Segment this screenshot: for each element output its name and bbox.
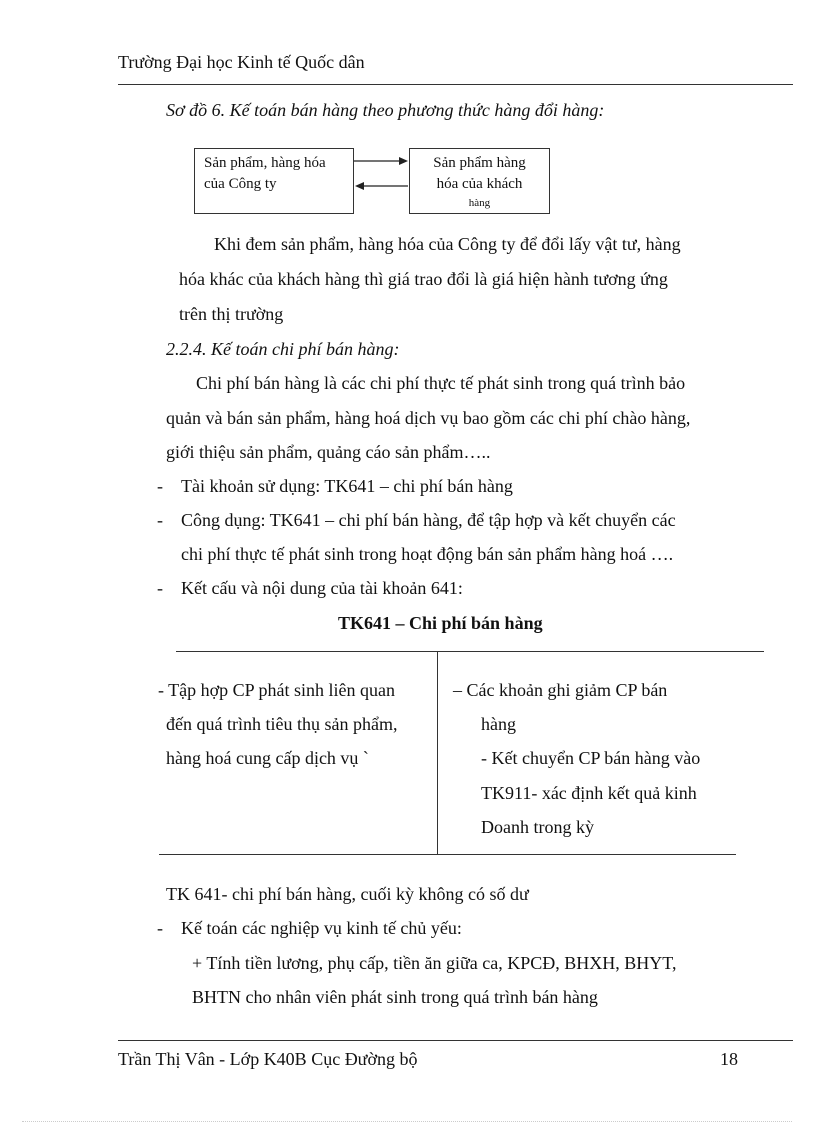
bullet-4: Kế toán các nghiệp vụ kinh tế chủ yếu: <box>181 918 462 938</box>
left-box-line-1: Sản phẩm, hàng hóa <box>204 155 326 171</box>
debit-line-1: - Tập hợp CP phát sinh liên quan <box>158 680 395 700</box>
bullet-dash-2: - <box>157 510 163 530</box>
footer-rule <box>118 1040 793 1041</box>
debit-line-3: hàng hoá cung cấp dịch vụ ` <box>166 748 369 768</box>
bullet-dash-4: - <box>157 918 163 938</box>
diagram-caption: Sơ đồ 6. Kế toán bán hàng theo phương thức hàng đổi hàng: <box>166 100 605 120</box>
para1-line-1: Khi đem sản phẩm, hàng hóa của Công ty để đổi lấy vật tư, hàng <box>214 234 681 254</box>
credit-line-4: TK911- xác định kết quả kinh <box>481 783 697 803</box>
sub-item-line-2: BHTN cho nhân viên phát sinh trong quá trình bán hàng <box>192 987 598 1007</box>
right-box-line-2: hóa của khách <box>436 176 523 192</box>
bullet-1: Tài khoản sử dụng: TK641 – chi phí bán hàng <box>181 476 513 496</box>
arrow-right-head <box>399 157 408 165</box>
page-number: 18 <box>720 1049 738 1069</box>
left-box-line-2: của Công ty <box>204 176 277 192</box>
t-account-title: TK641 – Chi phí bán hàng <box>338 613 543 633</box>
para1-line-2: hóa khác của khách hàng thì giá trao đổi là giá hiện hành tương ứng <box>179 269 668 289</box>
para1-line-3: trên thị trường <box>179 304 284 324</box>
bullet-2-line-2: chi phí thực tế phát sinh trong hoạt động bán sản phẩm hàng hoá …. <box>181 544 674 564</box>
bullet-2-line-1: Công dụng: TK641 – chi phí bán hàng, để tập hợp và kết chuyển các <box>181 510 676 530</box>
credit-line-5: Doanh trong kỳ <box>481 817 594 837</box>
credit-line-3: - Kết chuyển CP bán hàng vào <box>481 748 701 768</box>
footer-author: Trần Thị Vân - Lớp K40B Cục Đường bộ <box>118 1049 418 1069</box>
t-account-top-rule <box>176 651 764 652</box>
credit-line-1: – Các khoản ghi giảm CP bán <box>453 680 668 700</box>
page-bottom-dotted-edge <box>22 1121 792 1122</box>
right-box-line-3: hàng <box>468 197 491 209</box>
section-heading: 2.2.4. Kế toán chi phí bán hàng: <box>166 339 400 359</box>
para2-line-1: Chi phí bán hàng là các chi phí thực tế phát sinh trong quá trình bảo <box>196 373 686 393</box>
para2-line-2: quản và bán sản phẩm, hàng hoá dịch vụ bao gồm các chi phí chào hàng, <box>166 408 691 428</box>
bullet-3: Kết cấu và nội dung của tài khoản 641: <box>181 578 463 598</box>
para2-line-3: giới thiệu sản phẩm, quảng cáo sản phẩm….. <box>166 442 491 462</box>
arrow-left-head <box>355 182 364 190</box>
sub-item-line-1: + Tính tiền lương, phụ cấp, tiền ăn giữa ca, KPCĐ, BHXH, BHYT, <box>192 953 677 973</box>
bullet-dash-3: - <box>157 578 163 598</box>
credit-line-2: hàng <box>481 714 516 734</box>
debit-line-2: đến quá trình tiêu thụ sản phẩm, <box>166 714 398 734</box>
balance-note: TK 641- chi phí bán hàng, cuối kỳ không có số dư <box>166 884 529 904</box>
header-title: Trường Đại học Kinh tế Quốc dân <box>118 52 365 72</box>
right-box-line-1: Sản phẩm hàng <box>433 155 526 171</box>
t-account-bottom-rule <box>159 854 736 855</box>
t-account-divider <box>437 651 438 854</box>
bullet-dash-1: - <box>157 476 163 496</box>
